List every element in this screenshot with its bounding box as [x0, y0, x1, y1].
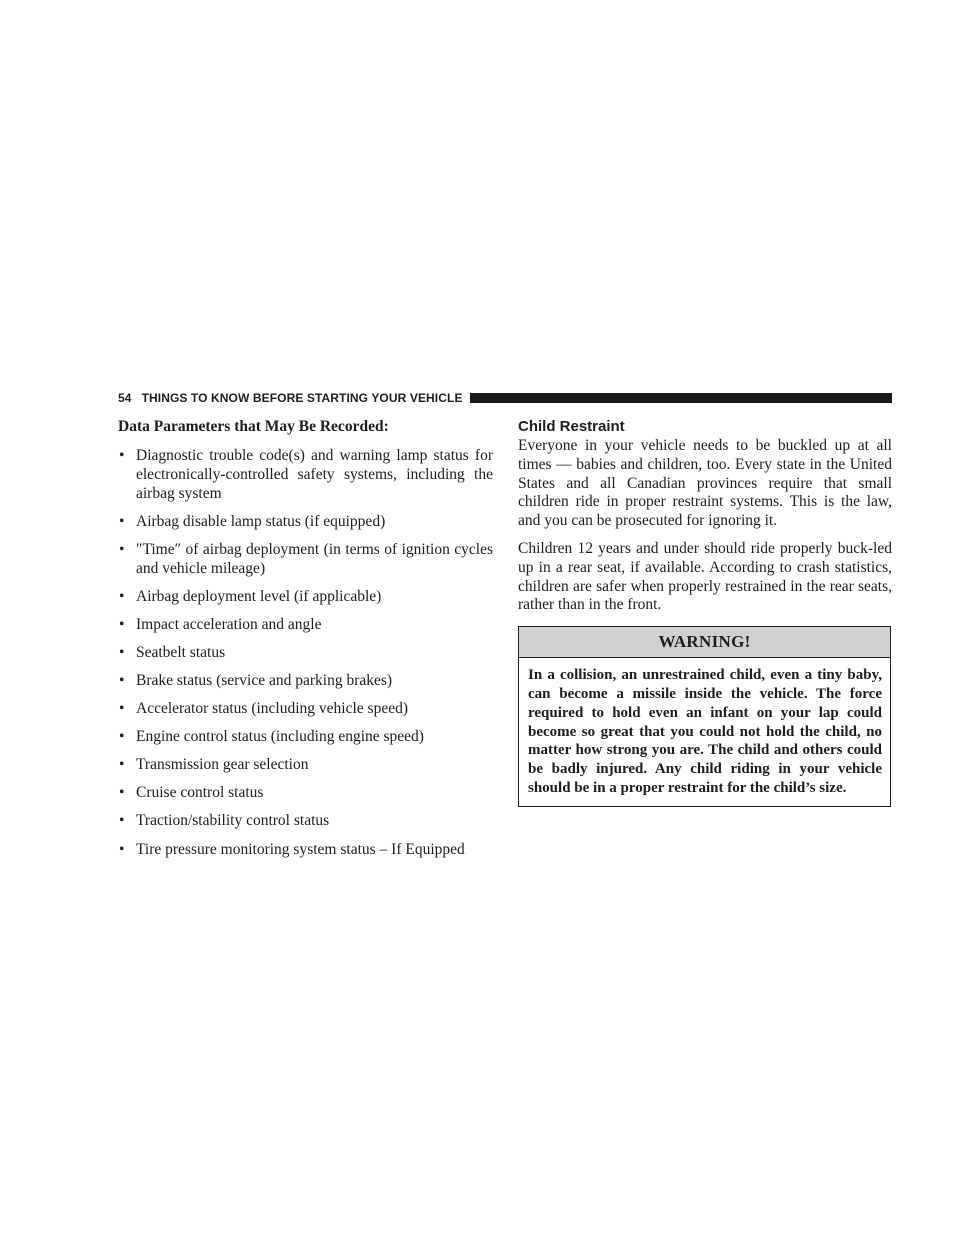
list-item	[118, 700, 493, 719]
paragraph: Everyone in your vehicle needs to be buckled up at all times — babies and children, too. Every state in the United States and all Canadian provinces require that small children ride in proper restraint systems. This is the law, and you can be prosecuted for ignoring it.	[518, 437, 892, 530]
warning-box	[518, 626, 891, 807]
bullet-icon: •	[119, 643, 125, 661]
bullet-icon: •	[119, 756, 125, 774]
list-item	[118, 672, 493, 691]
list-item-text: Transmission gear selection	[136, 756, 309, 774]
bullet-icon: •	[119, 812, 125, 830]
list-item-text: Tire pressure monitoring system status – If Equipped	[136, 840, 465, 858]
list-item	[118, 784, 493, 803]
header-rule	[470, 393, 892, 403]
list-item	[118, 513, 493, 532]
bullet-icon: •	[119, 540, 125, 558]
list-item-text: Engine control status (including engine speed)	[136, 728, 424, 746]
list-item-text: Impact acceleration and angle	[136, 615, 322, 633]
list-item	[118, 616, 493, 635]
list-item-text: Brake status (service and parking brakes)	[136, 671, 393, 689]
list-item-text: Airbag disable lamp status (if equipped)	[136, 512, 386, 530]
list-item-text: Cruise control status	[136, 784, 264, 802]
paragraph: Children 12 years and under should ride properly buck-led up in a rear seat, if available. According to crash statistics, children are safer when properly restrained in the rear seats, rather than in the front.	[518, 539, 892, 614]
section-title: THINGS TO KNOW BEFORE STARTING YOUR VEHICLE	[141, 391, 463, 405]
list-item	[118, 728, 493, 747]
left-column	[118, 415, 493, 869]
bullet-icon: •	[119, 512, 125, 530]
list-item-text: Traction/stability control status	[136, 812, 330, 830]
right-column	[518, 415, 892, 807]
bullet-icon: •	[119, 615, 125, 633]
list-item	[118, 756, 493, 775]
page-header	[118, 389, 892, 407]
list-item	[118, 812, 493, 831]
list-item-text: Accelerator status (including vehicle speed)	[136, 700, 408, 718]
list-item	[118, 644, 493, 663]
list-item-text: Airbag deployment level (if applicable)	[136, 587, 382, 605]
list-item	[118, 588, 493, 607]
list-item	[118, 541, 493, 579]
bullet-icon: •	[119, 728, 125, 746]
bullet-icon: •	[119, 447, 125, 464]
list-item	[118, 841, 493, 860]
bullet-icon: •	[119, 840, 125, 858]
list-item	[118, 447, 493, 503]
bullet-icon: •	[119, 784, 125, 802]
params-list	[118, 447, 493, 859]
bullet-icon: •	[119, 587, 125, 605]
page-number: 54	[118, 391, 132, 405]
warning-title: WARNING!	[519, 627, 890, 658]
list-item-text: ″Time″ of airbag deployment (in terms of ignition cycles and vehicle mileage)	[136, 540, 493, 577]
params-heading: Data Parameters that May Be Recorded:	[118, 418, 389, 435]
list-item-text: Diagnostic trouble code(s) and warning lamp status for electronically-controlled safety systems, including the airbag system	[136, 447, 493, 502]
bullet-icon: •	[119, 700, 125, 718]
list-item-text: Seatbelt status	[136, 643, 226, 661]
bullet-icon: •	[119, 671, 125, 689]
warning-text: In a collision, an unrestrained child, even a tiny baby, can become a missile inside the vehicle. The force required to hold even an infant on your lap could become so great that you could not hold the child, no matter how strong you are. The child and others could be badly injured. Any child riding in your vehicle should be in a proper restraint for the child’s size.	[528, 667, 882, 796]
child-restraint-heading: Child Restraint	[518, 418, 625, 435]
